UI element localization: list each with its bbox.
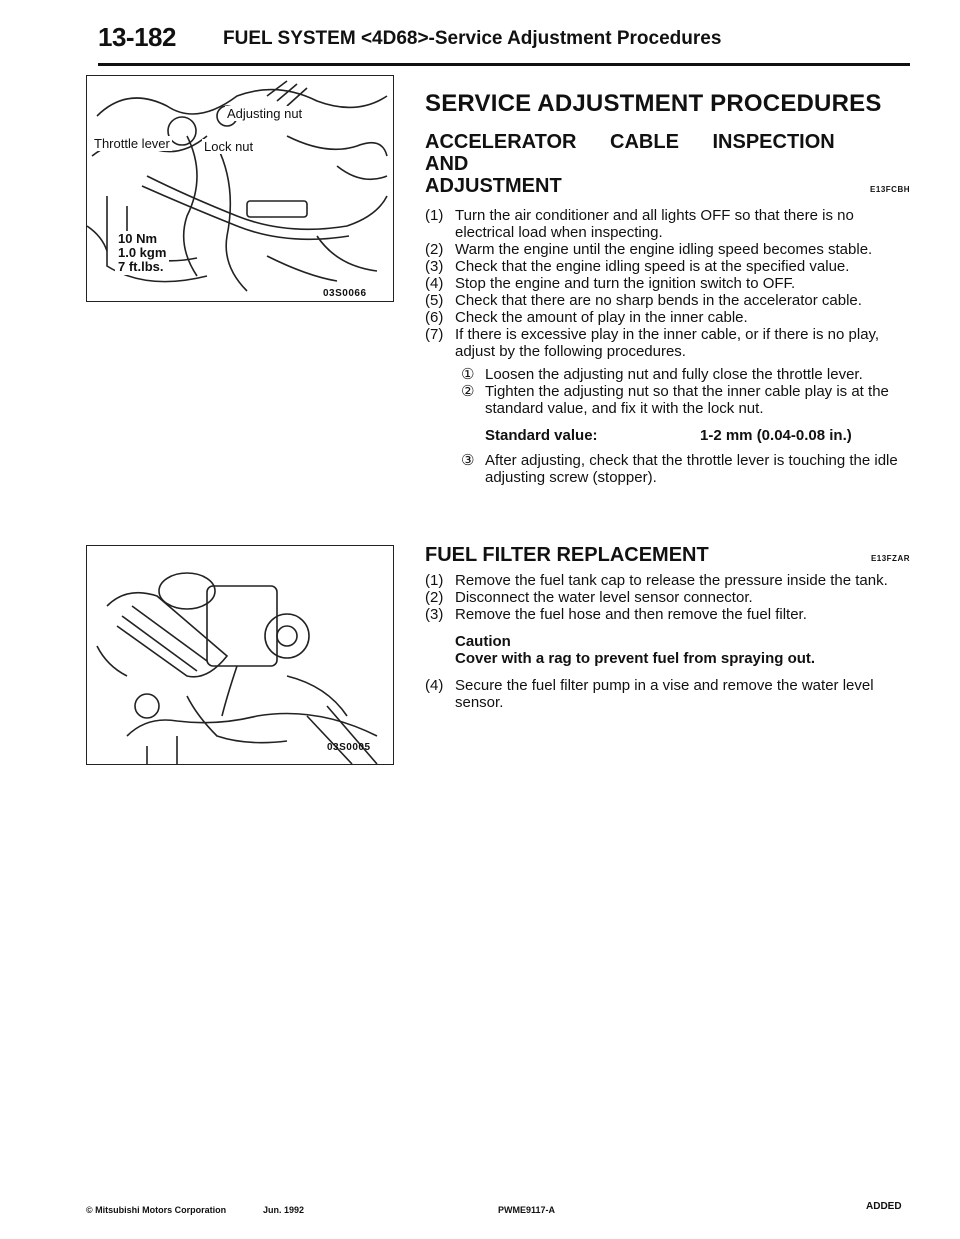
accelerator-step-6: (6) Check the amount of play in the inner cable. [425,309,748,326]
fuel-filter-step-2: (2) Disconnect the water level sensor connector. [425,589,753,606]
page-header [98,22,908,62]
standard-value-amount: 1-2 mm (0.04-0.08 in.) [700,427,852,444]
label-lock-nut: Lock nut [204,139,254,154]
accelerator-step-7: (7) If there is excessive play in the inner cable, or if there is no play, adjust by the following procedures. [425,326,880,360]
footer-copyright: © Mitsubishi Motors Corporation [86,1205,227,1215]
accelerator-substep-3: ③ After adjusting, check that the throttle lever is touching the idle adjusting screw (stopper). [461,452,898,486]
section-title: SERVICE ADJUSTMENT PROCEDURES [425,90,882,117]
footer-date: Jun. 1992 [263,1205,305,1215]
fuel-filter-step-4: (4) Secure the fuel filter pump in a vise and remove the water level sensor. [425,677,874,711]
fuel-filter-section [425,544,910,711]
header-title: FUEL SYSTEM <4D68>-Service Adjustment Procedures [223,28,722,49]
header-rule [98,63,910,66]
accelerator-title-part: ACCELERATOR CABLE INSPECTION AND [425,131,835,175]
torque-kgm: 1.0 kgm [118,245,167,260]
accelerator-title-adjustment: ADJUSTMENT [425,175,562,197]
torque-spec [115,231,169,275]
standard-value-label: Standard value: [485,427,598,444]
fuel-filter-step-3: (3) Remove the fuel hose and then remove the fuel filter. [425,606,807,623]
figure-code: 03S0066 [323,288,367,299]
figure-code: 03S0005 [327,742,371,753]
fuel-filter-illustration [87,546,393,764]
page-number: 13-182 [98,22,176,52]
caution-text: Cover with a rag to prevent fuel from spraying out. [455,650,816,667]
accelerator-substep-1: ① Loosen the adjusting nut and fully close the throttle lever. [461,366,863,383]
accelerator-title-line2 [425,175,910,201]
section-service-adjustment [425,90,910,118]
fuel-filter-step-1: (1) Remove the fuel tank cap to release the pressure inside the tank. [425,572,888,589]
fuel-filter-title: FUEL FILTER REPLACEMENT [425,544,709,566]
accelerator-substep-2: ② Tighten the adjusting nut so that the inner cable play is at the standard value, and fix it with the lock nut. [461,383,889,417]
label-adjusting-nut: Adjusting nut [227,106,303,121]
accelerator-step-5: (5) Check that there are no sharp bends in the accelerator cable. [425,292,862,309]
footer-pub-code: PWME9117-A [498,1205,556,1215]
torque-nm: 10 Nm [118,231,158,246]
standard-value [425,427,910,444]
accelerator-step-4: (4) Stop the engine and turn the ignition switch to OFF. [425,275,796,292]
footer-added: ADDED [866,1201,902,1212]
accelerator-title-line1 [425,131,910,175]
fuel-filter-code: E13FZAR [870,554,910,563]
figure-accelerator-cable [86,75,394,302]
figure-fuel-filter [86,545,394,765]
fuel-filter-heading [425,544,910,566]
accelerator-step-2: (2) Warm the engine until the engine idling speed becomes stable. [425,241,873,258]
accelerator-section [425,131,910,486]
caution-label: Caution [455,633,511,650]
accelerator-step-1: (1) Turn the air conditioner and all lights OFF so that there is no electrical load when inspecting. [425,207,854,241]
label-throttle-lever: Throttle lever [94,136,170,151]
accelerator-step-3: (3) Check that the engine idling speed is at the specified value. [425,258,850,275]
torque-ftlbs: 7 ft.lbs. [118,259,164,274]
accelerator-code: E13FCBH [870,185,910,194]
